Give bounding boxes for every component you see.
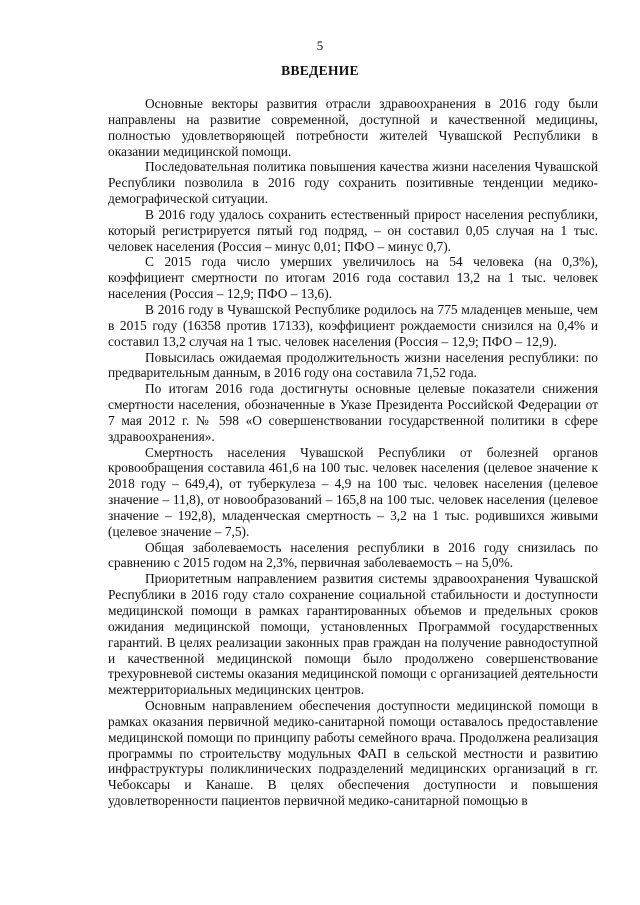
paragraph: Общая заболеваемость населения республики в 2016 году снизилась по сравнению с 2015 годом на 2,3%, первичная заболеваемость – на 5,0%. xyxy=(108,539,598,571)
paragraph: В 2016 году в Чувашской Республике родилось на 775 младенцев меньше, чем в 2015 году (16358 против 17133), коэффициент рождаемости снизился на 0,4% и составил 13,2 случая на 1 тыс. человек населения (Россия – 12,9; ПФО – 12,9). xyxy=(108,301,598,349)
section-heading: ВВЕДЕНИЕ xyxy=(281,63,359,78)
paragraph: Основным направлением обеспечения доступности медицинской помощи в рамках оказания первичной медико-санитарной помощи оставалось предоставление медицинской помощи по принципу работы семейного врача. Продолжена реализация программы по строительству модульных ФАП в сельской местности и развитию инфраструктуры поликлинических подразделений медицинских организаций в гг. Чебоксары и Канаше. В целях обеспечения доступности и повышения удовлетворенности пациентов первичной медико-санитарной помощью в xyxy=(108,698,598,809)
paragraph: Последовательная политика повышения качества жизни населения Чувашской Республики позволила в 2016 году сохранить позитивные тенденции медико-демографической ситуации. xyxy=(108,159,598,207)
paragraph: Приоритетным направлением развития системы здравоохранения Чувашской Республики в 2016 году стало сохранение социальной стабильности и доступности медицинской помощи в рамках гарантированных объемов и предельных сроков ожидания медицинской помощи, установленных Программой государственных гарантий. В целях реализации законных прав граждан на получение равнодоступной и качественной медицинской помощи было продолжено совершенствование трехуровневой системы оказания медицинской помощи с организацией деятельности межтерриториальных медицинских центров. xyxy=(108,571,598,698)
paragraph: Основные векторы развития отрасли здравоохранения в 2016 году были направлены на развитие современной, доступной и качественной медицины, полностью удовлетворяющей потребности жителей Чувашской Республики в оказании медицинской помощи. xyxy=(108,96,598,159)
page-number: 5 xyxy=(316,38,324,53)
paragraph: Повысилась ожидаемая продолжительность жизни населения республики: по предварительным данным, в 2016 году она составила 71,52 года. xyxy=(108,349,598,381)
paragraph: Смертность населения Чувашской Республики от болезней органов кровообращения составила 461,6 на 100 тыс. человек населения (целевое значение к 2018 году – 649,4), от туберкулеза – 4,9 на 100 тыс. человек населения (целевое значение – 11,8), от новообразований – 165,8 на 100 тыс. человек населения (целевое значение – 192,8), младенческая смертность – 3,2 на 1 тыс. родившихся живыми (целевое значение – 7,5). xyxy=(108,444,598,539)
body-text xyxy=(108,96,598,809)
paragraph: По итогам 2016 года достигнуты основные целевые показатели снижения смертности населения, обозначенные в Указе Президента Российской Федерации от 7 мая 2012 г. № 598 «О совершенствовании государственной политики в сфере здравоохранения». xyxy=(108,381,598,444)
paragraph: С 2015 года число умерших увеличилось на 54 человека (на 0,3%), коэффициент смертности по итогам 2016 года составил 13,2 на 1 тыс. человек населения (Россия – 12,9; ПФО – 13,6). xyxy=(108,254,598,302)
paragraph: В 2016 году удалось сохранить естественный прирост населения республики, который регистрируется пятый год подряд, – он составил 0,05 случая на 1 тыс. человек населения (Россия – минус 0,01; ПФО – минус 0,7). xyxy=(108,206,598,254)
